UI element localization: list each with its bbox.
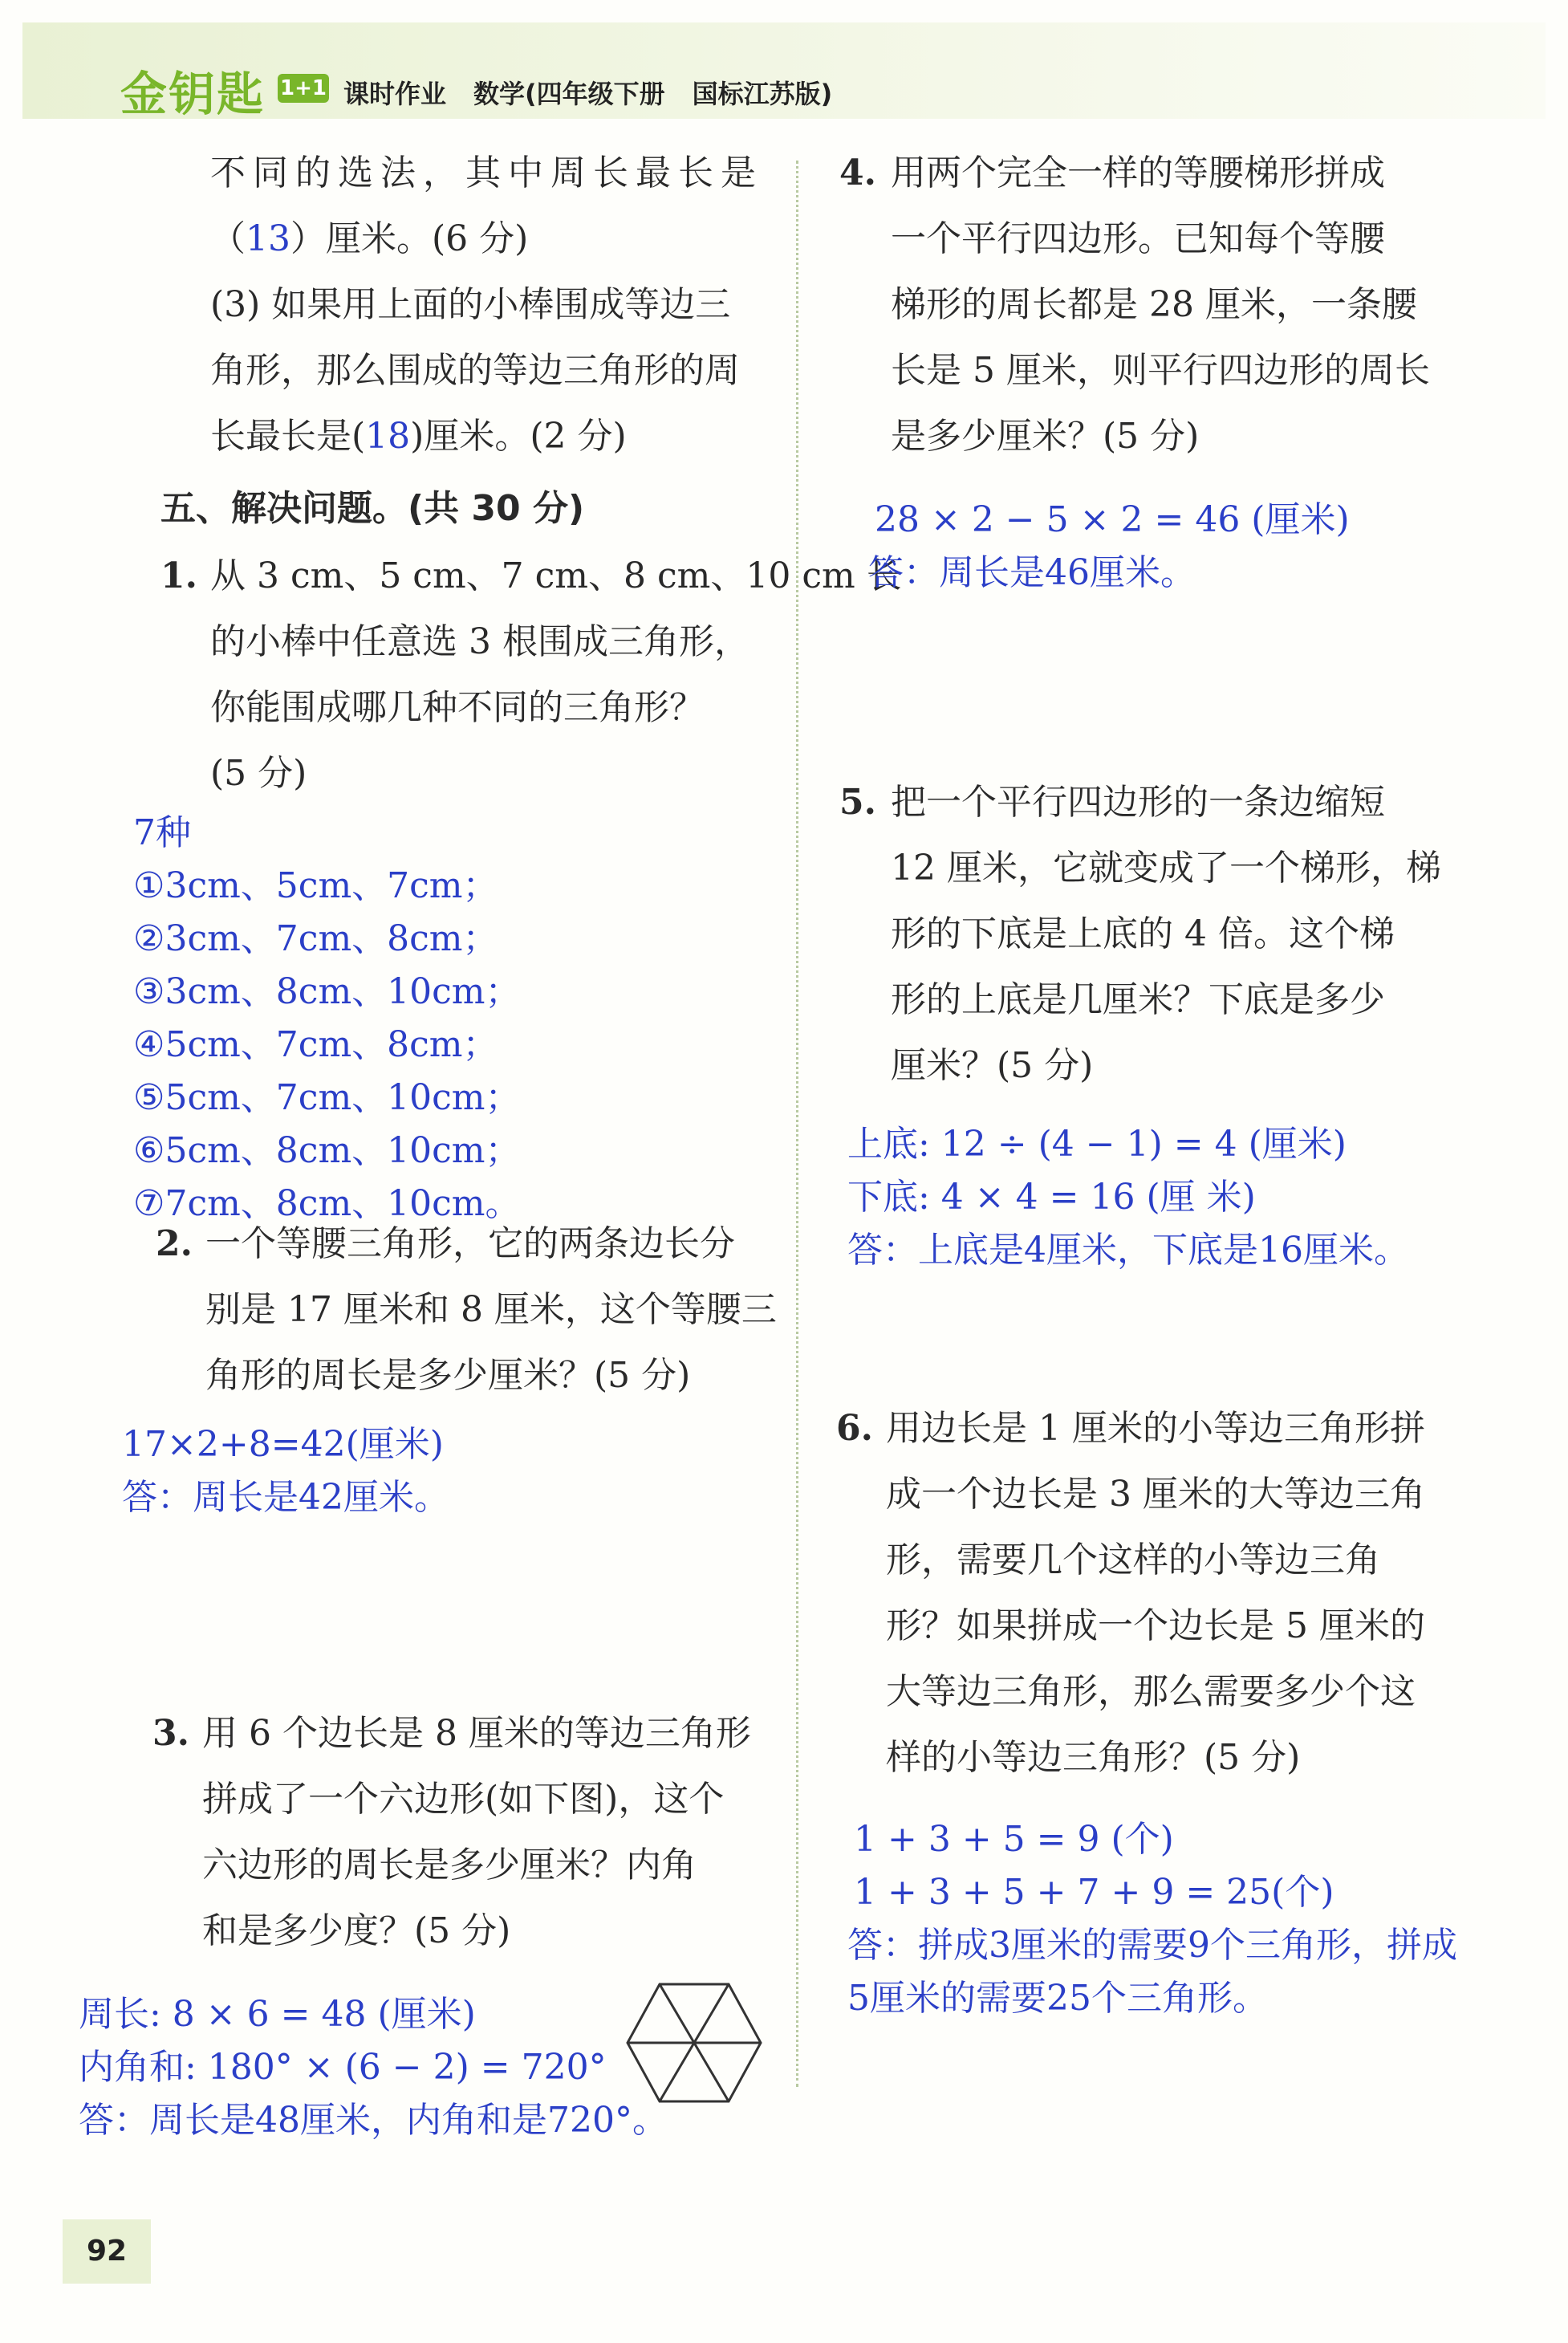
question-text: 形？如果拼成一个边长是 5 厘米的 — [886, 1605, 1425, 1646]
answer-line: 17×2+8=42(厘米) — [122, 1424, 444, 1465]
question-text: 长是 5 厘米，则平行四边形的周长 — [891, 350, 1430, 391]
header-title — [343, 74, 859, 111]
answer-line: 上底: 12 ÷ (4 − 1) = 4 (厘米) — [847, 1124, 1347, 1165]
prev-question-line: 不同的选法，其中周长最长是 — [210, 153, 763, 193]
prev-question-line: (3) 如果用上面的小棒围成等边三 — [210, 284, 731, 325]
answer-line: 内角和: 180° × (6 − 2) = 720° — [79, 2047, 607, 2088]
answer-blank: 18 — [365, 416, 411, 457]
section-title: 五、解决问题。(共 30 分) — [160, 488, 585, 529]
answer-line: 答：周长是48厘米，内角和是720°。 — [79, 2100, 668, 2141]
question-text: 的小棒中任意选 3 根围成三角形， — [210, 621, 749, 662]
question-number: 6. — [836, 1408, 873, 1449]
question-text: 成一个边长是 3 厘米的大等边三角 — [886, 1474, 1425, 1515]
answer-line: ④5cm、7cm、8cm； — [133, 1024, 498, 1065]
question-text: 厘米？(5 分) — [891, 1045, 1094, 1086]
question-text: 一个平行四边形。已知每个等腰 — [891, 218, 1385, 259]
question-number: 5. — [839, 782, 876, 823]
answer-line: ②3cm、7cm、8cm； — [133, 918, 498, 959]
column-divider — [796, 161, 798, 2087]
question-text: 你能围成哪几种不同的三角形？ — [210, 687, 705, 728]
question-text: 别是 17 厘米和 8 厘米，这个等腰三 — [205, 1289, 777, 1330]
question-text: (5 分) — [210, 753, 307, 794]
question-text: 形，需要几个这样的小等边三角 — [886, 1540, 1380, 1580]
subject-name: 数学(四年级下册 — [473, 79, 665, 109]
answer-line: ③3cm、8cm、10cm； — [133, 971, 521, 1012]
answer-line: 答：周长是46厘米。 — [868, 552, 1196, 593]
question-text: 从 3 cm、5 cm、7 cm、8 cm、10 cm 长 — [210, 555, 902, 596]
answer-blank: 13 — [246, 218, 290, 259]
prev-question-line: 角形，那么围成的等边三角形的周 — [210, 350, 740, 391]
question-number: 1. — [160, 555, 197, 596]
brand-badge: 1+1 — [278, 74, 329, 103]
answer-line: ①3cm、5cm、7cm； — [133, 865, 498, 906]
answer-line: ⑥5cm、8cm、10cm； — [133, 1130, 521, 1171]
brand-logo: 金钥匙 — [120, 67, 266, 121]
answer-line: 周长: 8 × 6 = 48 (厘米) — [79, 1994, 476, 2035]
prev-question-line: （13）厘米。(6 分) — [210, 218, 529, 259]
question-text: 形的上底是几厘米？下底是多少 — [891, 979, 1385, 1020]
question-text: 用 6 个边长是 8 厘米的等边三角形 — [202, 1713, 751, 1754]
answer-line: ⑦7cm、8cm、10cm。 — [133, 1183, 521, 1224]
question-text: 拼成了一个六边形(如下图)，这个 — [202, 1779, 725, 1820]
series-name: 课时作业 — [343, 79, 447, 109]
answer-line: 1 + 3 + 5 = 9 (个) — [854, 1819, 1174, 1860]
question-text: 六边形的周长是多少厘米？内角 — [202, 1845, 697, 1885]
edition-name: 国标江苏版) — [692, 79, 833, 109]
answer-line: 答：上底是4厘米，下底是16厘米。 — [847, 1230, 1409, 1271]
hexagon-figure — [626, 1983, 762, 2103]
question-text: 是多少厘米？(5 分) — [891, 416, 1200, 457]
answer-line: 28 × 2 − 5 × 2 = 46 (厘米) — [875, 499, 1350, 540]
question-text: 角形的周长是多少厘米？(5 分) — [205, 1355, 691, 1396]
question-text: 梯形的周长都是 28 厘米，一条腰 — [891, 284, 1417, 325]
answer-line: 答：拼成3厘米的需要9个三角形，拼成 — [847, 1925, 1457, 1966]
answer-line: 答：周长是42厘米。 — [122, 1477, 449, 1518]
question-text: 一个等腰三角形，它的两条边长分 — [205, 1223, 735, 1264]
answer-line: 1 + 3 + 5 + 7 + 9 = 25(个) — [854, 1872, 1334, 1913]
answer-line: 7种 — [133, 812, 191, 853]
question-text: 大等边三角形，那么需要多少个这 — [886, 1671, 1416, 1712]
question-number: 2. — [156, 1223, 193, 1264]
page-number: 92 — [63, 2219, 151, 2284]
answer-line: 下底: 4 × 4 = 16 (厘 米) — [847, 1177, 1256, 1218]
answer-line: ⑤5cm、7cm、10cm； — [133, 1077, 521, 1118]
prev-question-line: 长最长是(18)厘米。(2 分) — [210, 416, 627, 457]
question-text: 把一个平行四边形的一条边缩短 — [891, 782, 1385, 823]
answer-line: 5厘米的需要25个三角形。 — [847, 1978, 1268, 2019]
question-text: 用边长是 1 厘米的小等边三角形拼 — [886, 1408, 1425, 1449]
question-text: 形的下底是上底的 4 倍。这个梯 — [891, 913, 1395, 954]
question-text: 用两个完全一样的等腰梯形拼成 — [891, 153, 1385, 193]
question-text: 样的小等边三角形？(5 分) — [886, 1737, 1301, 1778]
question-text: 12 厘米，它就变成了一个梯形，梯 — [891, 848, 1441, 889]
question-text: 和是多少度？(5 分) — [202, 1910, 511, 1951]
question-number: 4. — [839, 153, 876, 193]
question-number: 3. — [152, 1713, 189, 1754]
